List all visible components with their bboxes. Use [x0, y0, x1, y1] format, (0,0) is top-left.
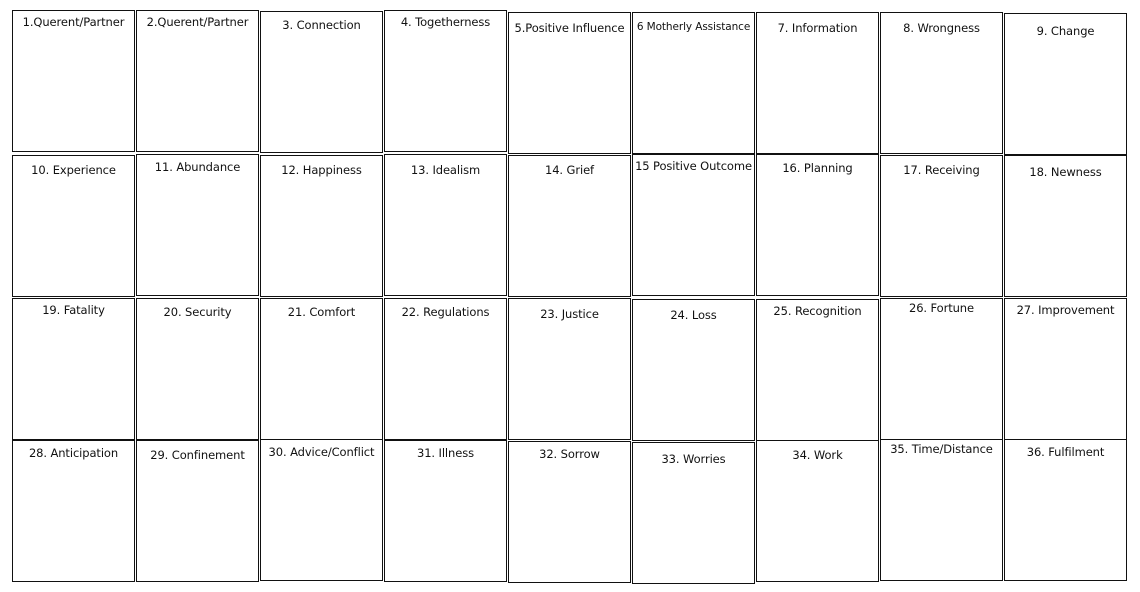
- card-position-label: 26. Fortune: [909, 300, 974, 315]
- card-position-9: [1004, 13, 1127, 155]
- card-position-19: [12, 298, 135, 440]
- card-position-25: [756, 299, 879, 441]
- card-position-label: 3. Connection: [282, 18, 361, 32]
- card-position-label: 2.Querent/Partner: [146, 15, 249, 29]
- card-position-label: 30. Advice/Conflict: [268, 445, 375, 459]
- card-position-22: [384, 298, 507, 440]
- card-position-27: [1004, 298, 1127, 440]
- card-position-label: 13. Idealism: [410, 163, 481, 177]
- card-position-31: [384, 440, 507, 582]
- card-position-2: [136, 10, 259, 152]
- card-position-label: 5.Positive Influence: [514, 21, 625, 35]
- card-position-35: [880, 439, 1003, 581]
- card-position-label: 6 Motherly Assistance: [636, 21, 751, 33]
- card-position-3: [260, 11, 383, 153]
- card-position-label: 14. Grief: [544, 162, 594, 177]
- card-position-10: [12, 155, 135, 297]
- card-position-8: [880, 12, 1003, 154]
- card-position-label: 8. Wrongness: [903, 21, 980, 35]
- card-position-34: [756, 440, 879, 582]
- card-position-label: 18. Newness: [1029, 164, 1102, 179]
- card-position-14: [508, 155, 631, 297]
- card-position-label: 1.Querent/Partner: [22, 15, 125, 29]
- card-position-20: [136, 298, 259, 440]
- card-position-1: [12, 10, 135, 152]
- card-position-26: [880, 298, 1003, 440]
- card-position-label: 33. Worries: [661, 451, 726, 466]
- card-position-label: 28. Anticipation: [28, 446, 119, 460]
- card-position-7: [756, 12, 879, 154]
- card-position-label: 15 Positive Outcome: [635, 159, 752, 173]
- card-position-label: 24. Loss: [670, 307, 717, 322]
- card-position-label: 19. Fatality: [42, 302, 105, 317]
- card-position-29: [136, 440, 259, 582]
- card-position-6: [632, 12, 755, 154]
- card-position-label: 22. Regulations: [401, 304, 490, 319]
- card-position-label: 10. Experience: [31, 162, 116, 177]
- card-position-label: 34. Work: [792, 447, 843, 462]
- card-position-18: [1004, 155, 1127, 297]
- card-grid: [12, 10, 1128, 582]
- card-position-30: [260, 439, 383, 581]
- card-position-24: [632, 299, 755, 441]
- card-position-15: [632, 154, 755, 296]
- card-position-5: [508, 12, 631, 154]
- card-position-label: 20. Security: [163, 304, 232, 319]
- card-position-label: 11. Abundance: [154, 159, 241, 174]
- card-position-32: [508, 441, 631, 583]
- card-position-label: 9. Change: [1036, 24, 1095, 38]
- card-position-label: 4. Togetherness: [400, 15, 491, 29]
- card-position-11: [136, 154, 259, 296]
- card-position-label: 17. Receiving: [903, 162, 980, 177]
- card-position-label: 23. Justice: [540, 307, 599, 321]
- card-position-13: [384, 154, 507, 296]
- card-position-label: 36. Fulfilment: [1026, 445, 1105, 459]
- card-position-label: 29. Confinement: [150, 448, 245, 462]
- card-position-label: 21. Comfort: [287, 305, 356, 319]
- card-position-label: 32. Sorrow: [539, 447, 600, 461]
- card-position-12: [260, 155, 383, 297]
- card-position-33: [632, 442, 755, 584]
- card-position-label: 16. Planning: [782, 161, 853, 175]
- card-position-4: [384, 10, 507, 152]
- card-position-label: 25. Recognition: [773, 303, 862, 318]
- card-position-23: [508, 298, 631, 440]
- card-position-17: [880, 155, 1003, 297]
- card-position-label: 12. Happiness: [281, 162, 362, 177]
- card-position-label: 27. Improvement: [1016, 302, 1115, 317]
- card-position-16: [756, 154, 879, 296]
- card-position-28: [12, 440, 135, 582]
- card-position-label: 7. Information: [777, 21, 858, 35]
- card-position-21: [260, 298, 383, 440]
- card-position-36: [1004, 439, 1127, 581]
- card-position-label: 35. Time/Distance: [890, 442, 993, 456]
- card-position-label: 31. Illness: [417, 445, 474, 460]
